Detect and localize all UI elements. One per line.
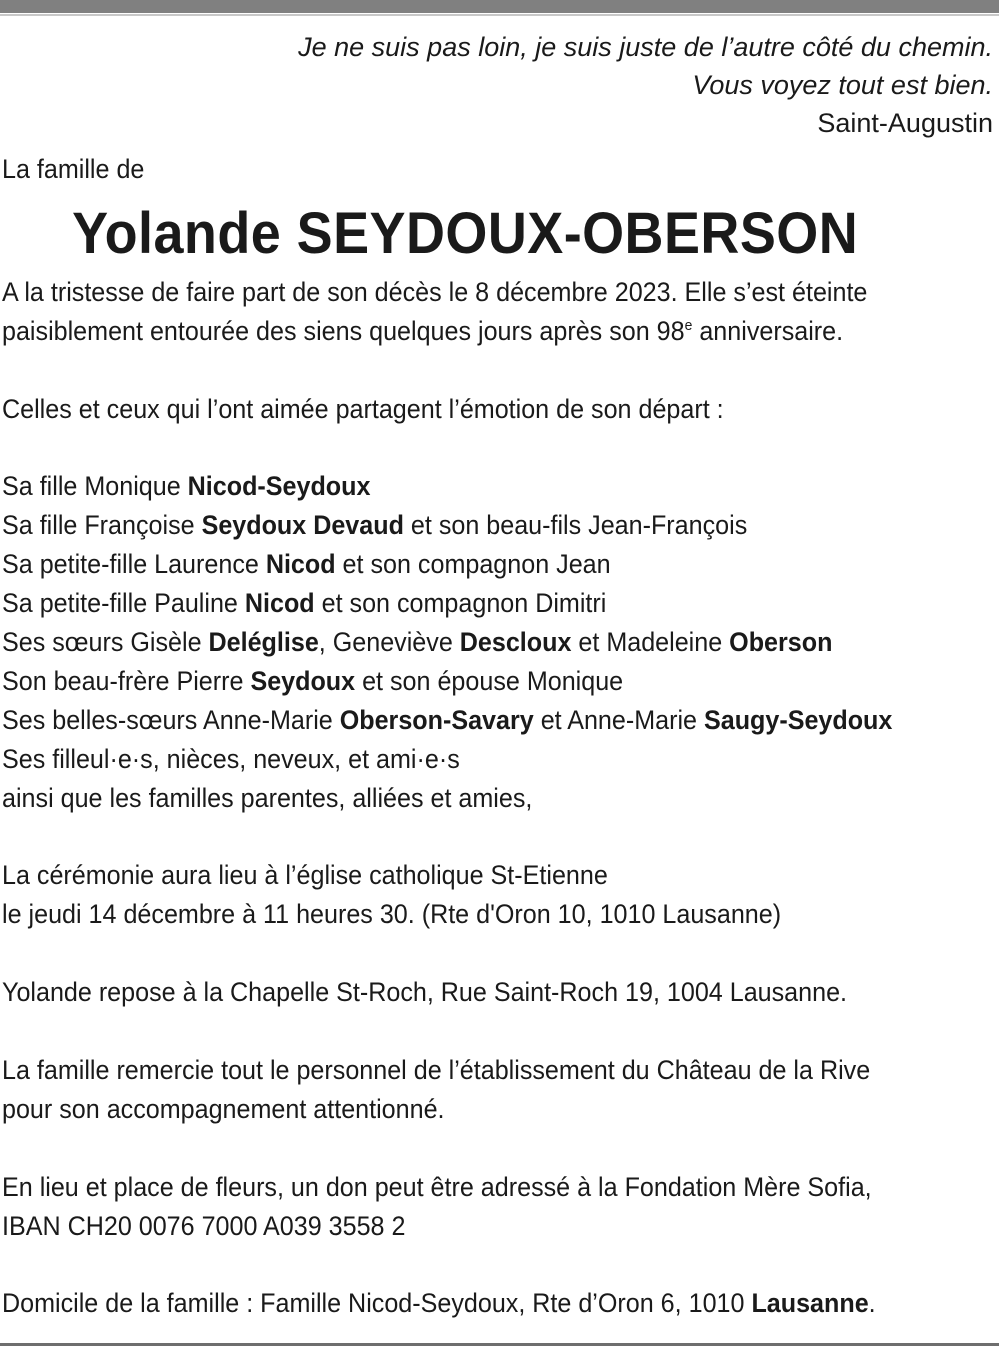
family-member: Sa fille Monique Nicod-Seydoux xyxy=(2,471,371,502)
announcement-line: A la tristesse de faire part de son décès le 8 décembre 2023. Elle s’est éteinte xyxy=(2,276,868,307)
mourners-intro: Celles et ceux qui l’ont aimée partagent l’émotion de son départ : xyxy=(2,393,724,424)
rest-location: Yolande repose à la Chapelle St-Roch, Rue Saint-Roch 19, 1004 Lausanne. xyxy=(2,977,848,1008)
family-member: Son beau-frère Pierre Seydoux et son épouse Monique xyxy=(2,665,624,696)
ceremony-line: La cérémonie aura lieu à l’église catholique St-Etienne xyxy=(2,860,608,891)
iban: IBAN CH20 0076 7000 A039 3558 2 xyxy=(2,1210,406,1241)
intro-text: La famille de xyxy=(2,154,145,184)
donation-info xyxy=(2,1168,928,1246)
domicile-city: Lausanne xyxy=(751,1288,869,1319)
family-list xyxy=(2,467,928,817)
ceremony-line: le jeudi 14 décembre à 11 heures 30. (Rte d'Oron 10, 1010 Lausanne) xyxy=(2,899,782,930)
obituary-body xyxy=(2,150,928,1323)
thanks-line: pour son accompagnement attentionné. xyxy=(2,1093,445,1124)
ceremony-info xyxy=(2,856,928,934)
family-member: Sa petite-fille Pauline Nicod et son compagnon Dimitri xyxy=(2,588,607,619)
announcement-line: paisiblement entourée des siens quelques jours après son 98 xyxy=(2,315,685,346)
epigraph-line: Vous voyez tout est bien. xyxy=(692,70,993,100)
epigraph-line: Je ne suis pas loin, je suis juste de l’autre côté du chemin. xyxy=(298,32,993,62)
ordinal-suffix: e xyxy=(684,316,693,334)
thanks-line: La famille remercie tout le personnel de l’établissement du Château de la Rive xyxy=(2,1054,871,1085)
announcement-line-end: anniversaire. xyxy=(692,315,844,346)
family-member: Ses belles-sœurs Anne-Marie Oberson-Savary et Anne-Marie Saugy-Seydoux xyxy=(2,704,893,735)
donation-line: En lieu et place de fleurs, un don peut être adressé à la Fondation Mère Sofia, xyxy=(2,1171,872,1202)
announcement xyxy=(2,273,928,351)
bottom-rule xyxy=(0,1343,999,1346)
family-domicile: Domicile de la famille : Famille Nicod-Seydoux, Rte d’Oron 6, 1010 Lausanne. xyxy=(2,1288,876,1319)
thanks-note xyxy=(2,1051,928,1129)
family-member: Sa petite-fille Laurence Nicod et son compagnon Jean xyxy=(2,549,611,580)
deceased-name: Yolande SEYDOUX-OBERSON xyxy=(72,200,859,266)
epigraph xyxy=(298,28,993,142)
epigraph-author: Saint-Augustin xyxy=(817,108,993,138)
family-member: Ses sœurs Gisèle Deléglise, Geneviève Descloux et Madeleine Oberson xyxy=(2,627,833,658)
family-member: Ses filleul·e·s, nièces, neveux, et ami·e·s xyxy=(2,743,460,774)
top-rule xyxy=(0,0,999,13)
top-rule-thin xyxy=(0,14,999,16)
family-member: ainsi que les familles parentes, alliées et amies, xyxy=(2,782,533,813)
family-member: Sa fille Françoise Seydoux Devaud et son beau-fils Jean-François xyxy=(2,510,748,541)
